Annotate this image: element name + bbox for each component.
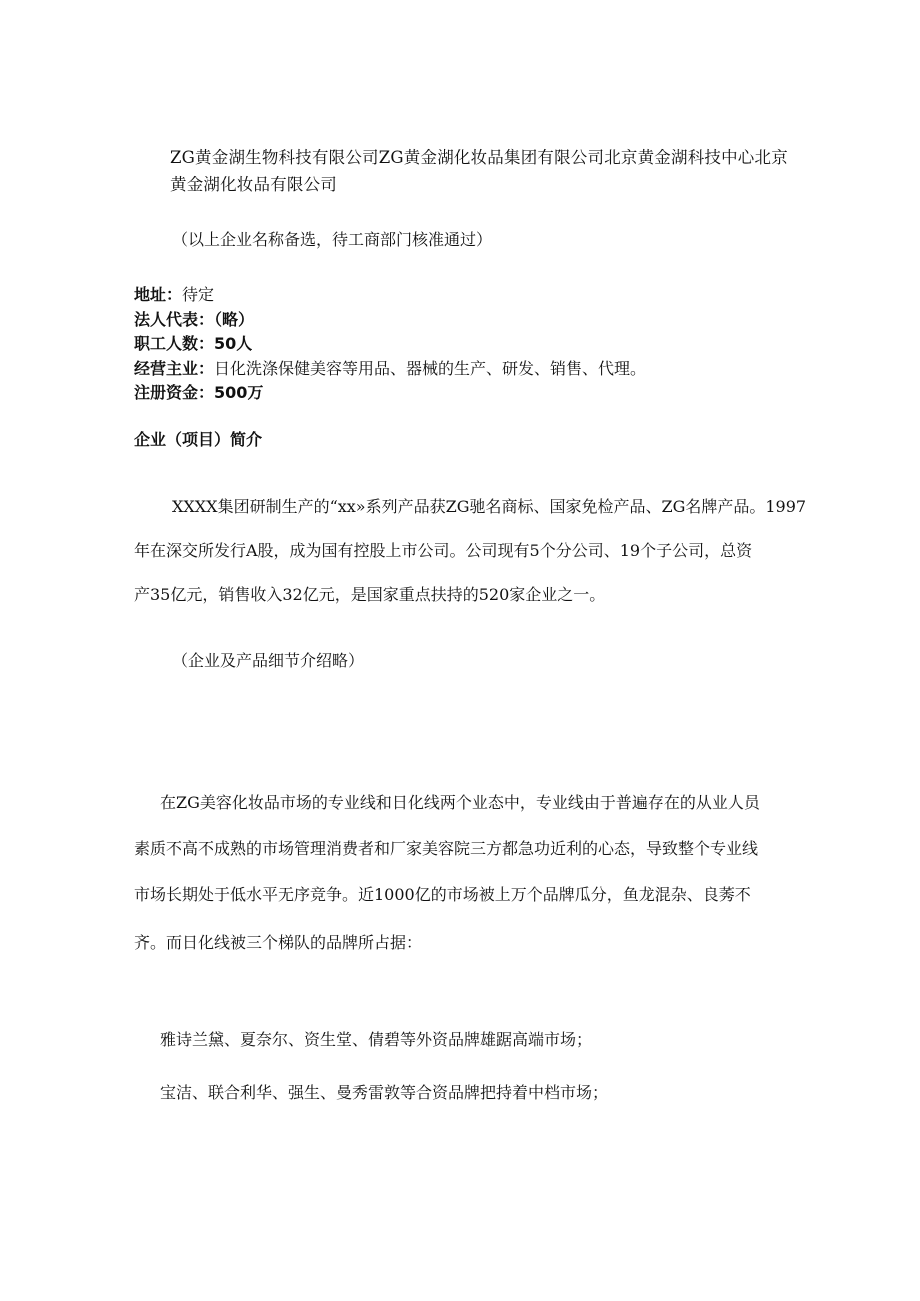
company-names-line-2: 黄金湖化妆品有限公司 xyxy=(170,175,337,194)
company-names-line-1: ZG黄金湖生物科技有限公司ZG黄金湖化妆品集团有限公司北京黄金湖科技中心北京 xyxy=(170,148,788,167)
info-legal-rep-label: 法人代表： xyxy=(134,309,215,329)
info-legal-rep-value: （略） xyxy=(214,309,255,329)
tier-2-brands: 宝洁、联合利华、强生、曼秀雷敦等合资品牌把持着中档市场； xyxy=(160,1083,609,1102)
info-business-value: 日化洗涤保健美容等用品、器械的生产、研发、销售、代理。 xyxy=(214,358,647,378)
info-staff-value: 50人 xyxy=(214,334,253,353)
info-address-label: 地址： xyxy=(134,285,183,304)
info-business xyxy=(134,357,646,382)
info-legal-rep xyxy=(134,308,646,333)
info-staff xyxy=(134,332,646,357)
tier-1-brands: 雅诗兰黛、夏奈尔、资生堂、倩碧等外资品牌雄踞高端市场； xyxy=(160,1030,593,1049)
info-business-label: 经营主业： xyxy=(134,358,215,378)
names-note: （以上企业名称备选，待工商部门核准通过） xyxy=(172,230,493,249)
section-title: 企业（项目）简介 xyxy=(134,430,263,449)
market-line-2: 素质不高不成熟的市场管理消费者和厂家美容院三方都急功近利的心态，导致整个专业线 xyxy=(134,839,759,858)
info-staff-label: 职工人数： xyxy=(134,334,215,353)
intro-note: （企业及产品细节介绍略） xyxy=(172,651,365,670)
intro-line-1: XXXX集团研制生产的“xx»系列产品获ZG驰名商标、国家免检产品、ZG名牌产品。1997 xyxy=(172,497,807,516)
info-address xyxy=(134,283,646,308)
intro-line-3: 产35亿元，销售收入32亿元，是国家重点扶持的520家企业之一。 xyxy=(134,585,606,604)
company-info xyxy=(134,283,646,406)
market-line-1: 在ZG美容化妆品市场的专业线和日化线两个业态中，专业线由于普遍存在的从业人员 xyxy=(160,793,760,812)
company-names xyxy=(170,144,788,198)
info-address-value: 待定 xyxy=(182,285,215,304)
intro-line-2: 年在深交所发行A股，成为国有控股上市公司。公司现有5个分公司、19个子公司，总资 xyxy=(134,541,753,560)
market-line-3: 市场长期处于低水平无序竞争。近1000亿的市场被上万个品牌瓜分，鱼龙混杂、良莠不 xyxy=(134,885,751,904)
info-capital xyxy=(134,381,646,406)
market-line-4: 齐。而日化线被三个梯队的品牌所占据： xyxy=(134,933,423,952)
info-capital-value: 500万 xyxy=(214,383,264,402)
info-capital-label: 注册资金： xyxy=(134,383,215,402)
